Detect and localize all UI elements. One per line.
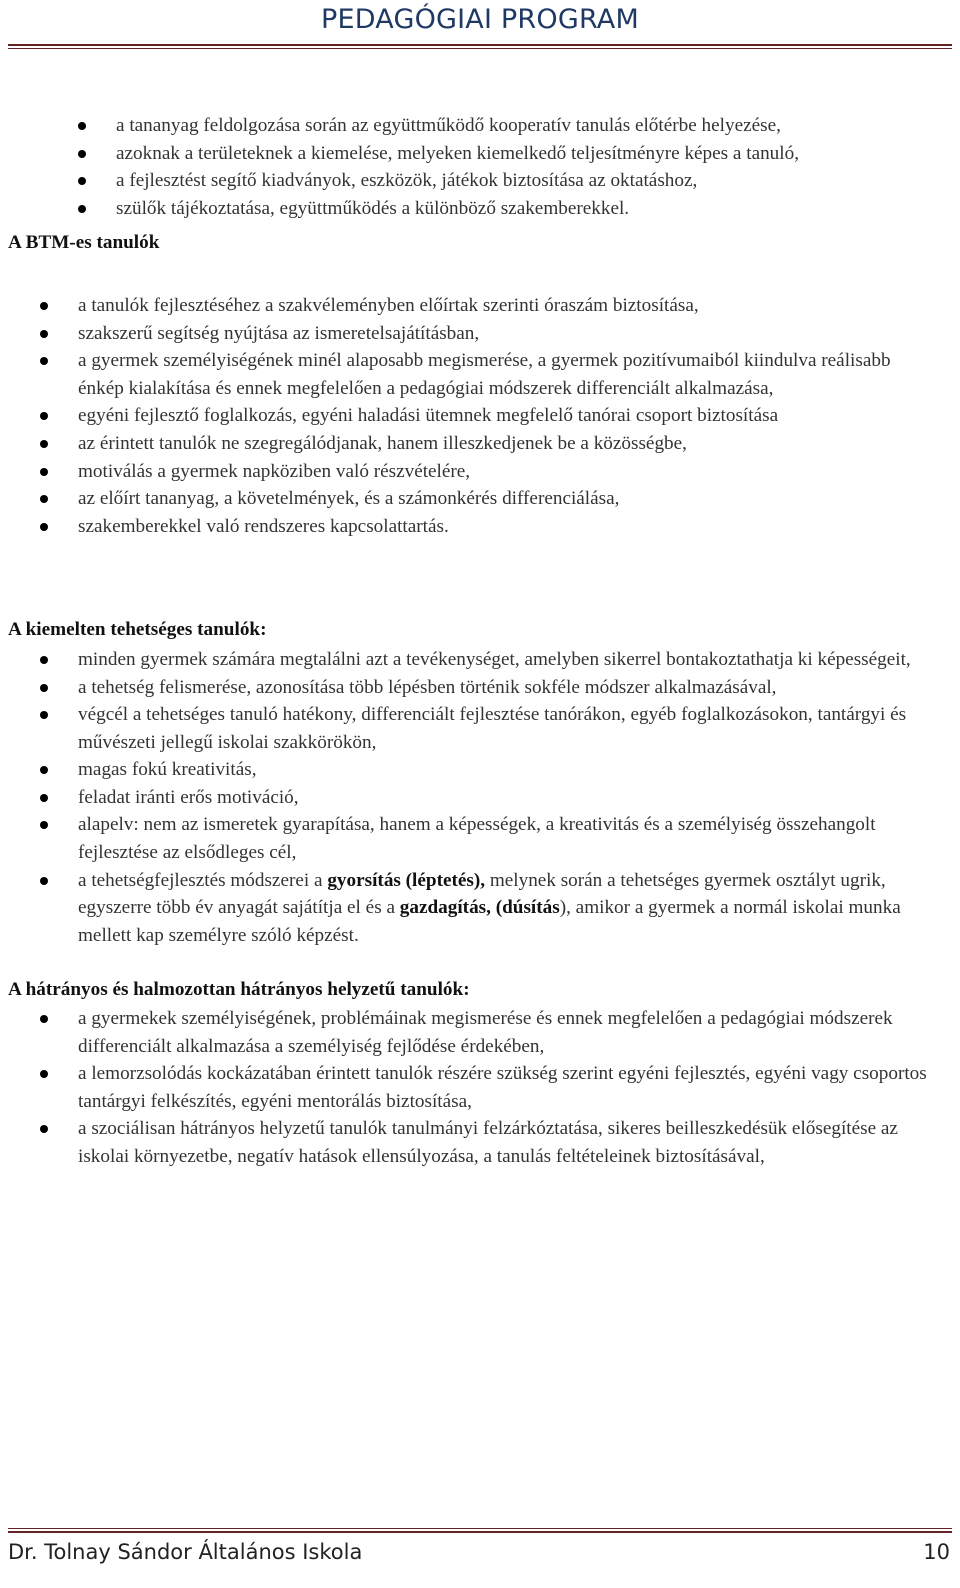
page-number: 10 [923, 1540, 950, 1564]
header-divider [8, 44, 952, 49]
page-header-title: PEDAGÓGIAI PROGRAM [321, 4, 639, 35]
list-item: minden gyermek számára megtalálni azt a tevékenységet, amelyben sikerrel bontakoztathatja ki képességeit, [78, 646, 940, 674]
talented-list [78, 646, 940, 950]
list-item: alapelv: nem az ismeretek gyarapítása, hanem a képességek, a kreativitás és a személyiség összehangolt fejlesztése az elsődleges cél, [78, 811, 940, 866]
list-item: szakemberekkel való rendszeres kapcsolattartás. [78, 513, 940, 541]
list-item: az előírt tananyag, a követelmények, és a számonkérés differenciálása, [78, 485, 940, 513]
bold-term-acceleration: gyorsítás (léptetés), [327, 869, 486, 891]
section-heading-btm: A BTM-es tanulók [8, 232, 160, 254]
section-heading-talented: A kiemelten tehetséges tanulók: [8, 619, 267, 641]
list-item: motiválás a gyermek napköziben való részvételére, [78, 458, 940, 486]
list-item: a tananyag feldolgozása során az együttműködő kooperatív tanulás előtérbe helyezése, [116, 112, 938, 140]
footer-divider [8, 1528, 952, 1533]
list-item: a tehetség felismerése, azonosítása több lépésben történik sokféle módszer alkalmazásával, [78, 674, 940, 702]
list-item: feladat iránti erős motiváció, [78, 784, 940, 812]
document-body [8, 112, 948, 1171]
list-item: magas fokú kreativitás, [78, 756, 940, 784]
list-item: azoknak a területeknek a kiemelése, melyeken kiemelkedő teljesítményre képes a tanuló, [116, 140, 938, 168]
text-span: melynek során a tehetséges gyermek osztályt ugrik, egyszerre több év anyagát sajátítja el és a [78, 869, 886, 919]
list-item: egyéni fejlesztő foglalkozás, egyéni haladási ütemnek megfelelő tanórai csoport biztosítása [78, 402, 940, 430]
list-item: a gyermek személyiségének minél alaposabb megismerése, a gyermek pozitívumaiból kiindulva reálisabb énkép kialakítása és ennek megfelelően a pedagógiai módszerek differenciált alkalmazása, [78, 347, 940, 402]
bold-term-enrichment: gazdagítás, (dúsítás [399, 897, 560, 919]
list-item: végcél a tehetséges tanuló hatékony, differenciált fejlesztése tanórákon, egyéb foglalkozásokon, tantárgyi és művészeti jellegű iskolai szakkörökön, [78, 701, 940, 756]
section-heading-disadvantaged: A hátrányos és halmozottan hátrányos helyzetű tanulók: [8, 979, 470, 1001]
intro-list [116, 112, 938, 222]
footer-school-name: Dr. Tolnay Sándor Általános Iskola [8, 1540, 363, 1564]
disadvantaged-list [78, 1005, 940, 1171]
list-item: a tanulók fejlesztéséhez a szakvéleményben előírtak szerinti óraszám biztosítása, [78, 292, 940, 320]
list-item: a fejlesztést segítő kiadványok, eszközök, játékok biztosítása az oktatáshoz, [116, 167, 938, 195]
text-span: a tehetségfejlesztés módszerei a [78, 869, 328, 891]
list-item: a gyermekek személyiségének, problémáinak megismerése és ennek megfelelően a pedagógiai módszerek differenciált alkalmazása a személyiség fejlődése érdekében, [78, 1005, 940, 1060]
list-item: az érintett tanulók ne szegregálódjanak, hanem illeszkedjenek be a közösségbe, [78, 430, 940, 458]
list-item: szakszerű segítség nyújtása az ismeretelsajátításban, [78, 320, 940, 348]
list-item-methods [78, 867, 940, 950]
list-item: a szociálisan hátrányos helyzetű tanulók tanulmányi felzárkóztatása, sikeres beilleszkedésük elősegítése az iskolai környezetbe, negatív hatások ellensúlyozása, a tanulás feltételeinek biztosításával, [78, 1115, 940, 1170]
btm-list [78, 292, 940, 540]
list-item: szülők tájékoztatása, együttműködés a különböző szakemberekkel. [116, 195, 938, 223]
text-span: ), amikor a gyermek a normál iskolai munka mellett kap személyre szóló képzést. [78, 897, 901, 946]
list-item: a lemorzsolódás kockázatában érintett tanulók részére szükség szerint egyéni fejlesztés, egyéni vagy csoportos tantárgyi felkészítés, egyéni mentorálás biztosítása, [78, 1060, 940, 1115]
